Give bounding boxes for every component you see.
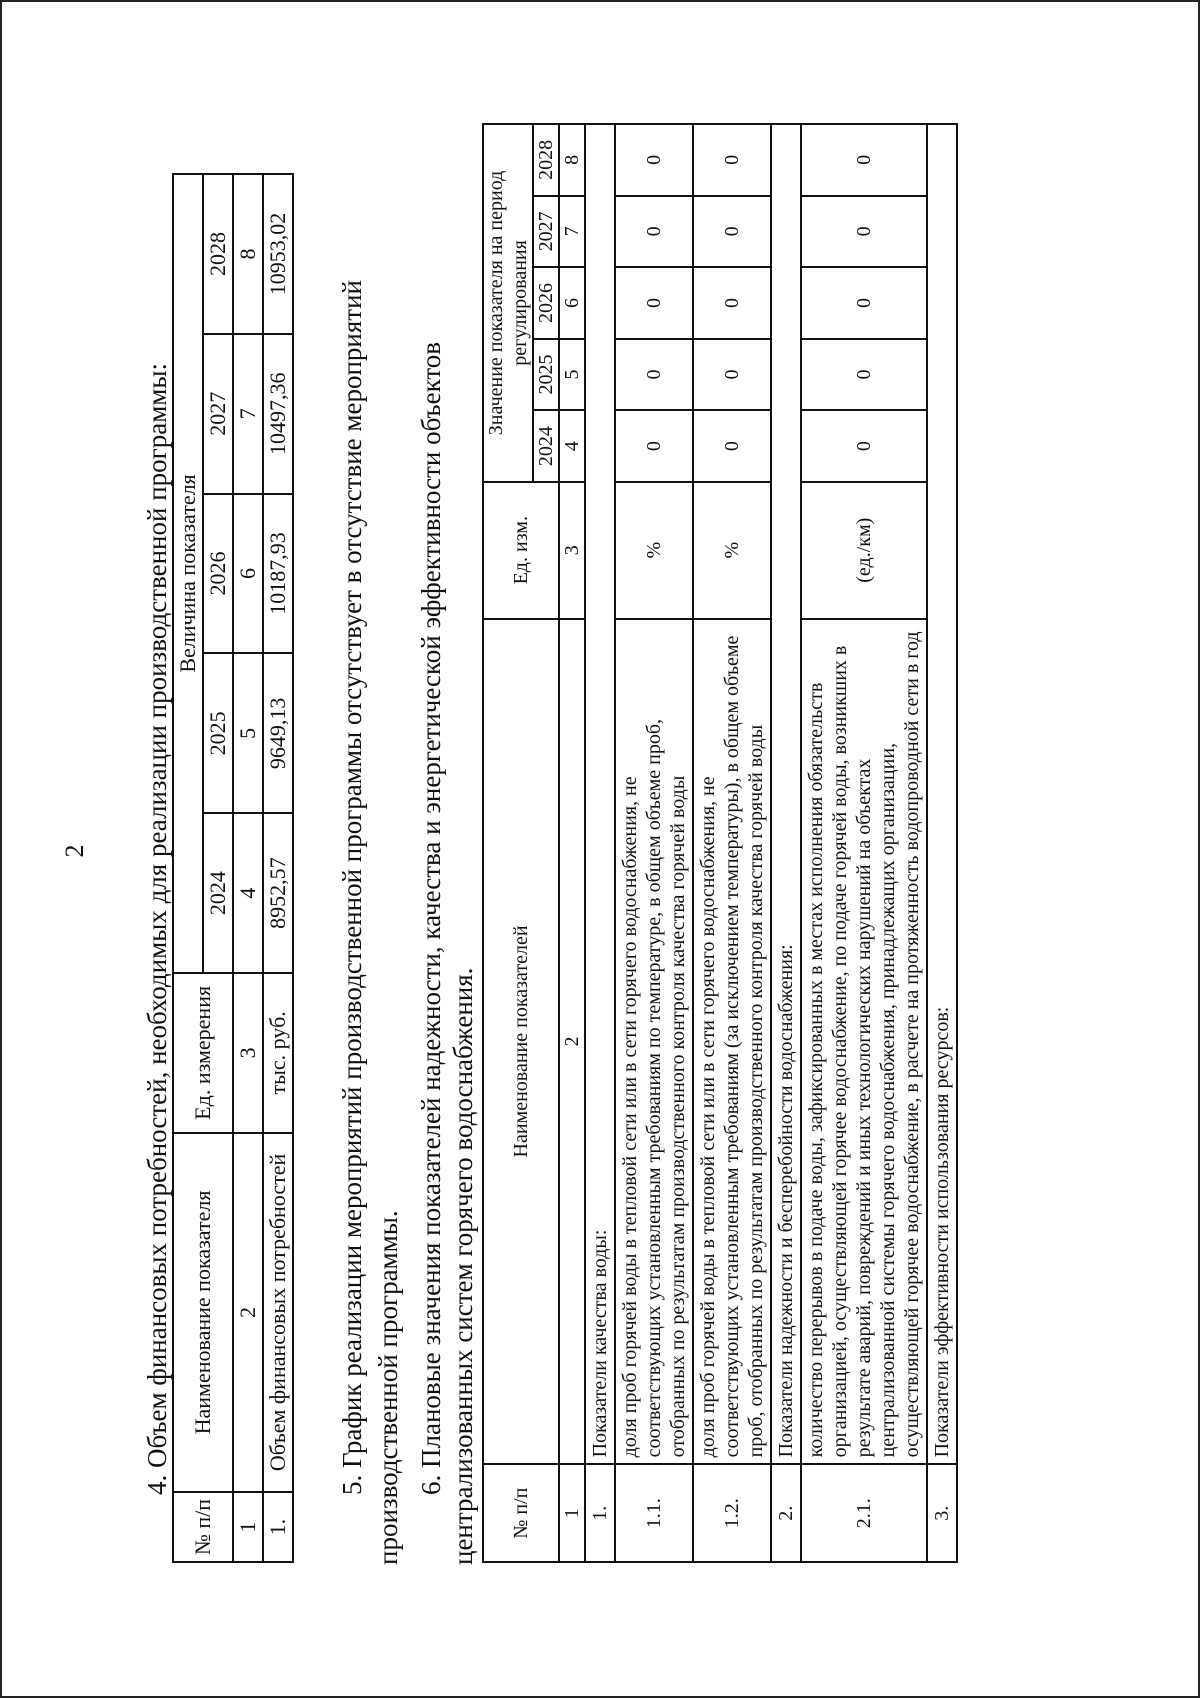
row-value: 0 (615, 196, 693, 268)
index-cell: 6 (233, 494, 263, 654)
header-value-group: Величина показателя (173, 174, 203, 973)
header-year: 2028 (203, 174, 233, 334)
index-cell: 4 (559, 410, 585, 482)
row-value: 0 (801, 196, 927, 268)
section-4-title: 4. Объем финансовых потребностей, необходимых для реализации производственной программы: (142, 362, 172, 1495)
row-value: 0 (693, 339, 771, 411)
row-value: 0 (693, 196, 771, 268)
header-year: 2026 (533, 267, 559, 339)
index-cell: 7 (233, 334, 263, 494)
table-row (693, 124, 771, 1562)
header-year: 2027 (203, 334, 233, 494)
row-unit: (ед./км) (801, 482, 927, 619)
index-cell: 1 (559, 1464, 585, 1562)
row-value: 0 (615, 410, 693, 482)
header-unit: Ед. изм. (483, 482, 559, 619)
group-row (927, 124, 957, 1562)
header-year: 2026 (203, 494, 233, 654)
header-name: Наименование показателя (173, 1133, 233, 1492)
index-cell: 5 (559, 339, 585, 411)
row-unit: тыс. руб. (263, 973, 293, 1133)
row-value: 0 (693, 410, 771, 482)
index-cell: 2 (233, 1133, 263, 1492)
row-num: 2. (771, 1464, 801, 1562)
section-6-paragraph (415, 135, 479, 1565)
header-num: № п/п (173, 1492, 233, 1562)
row-value: 10953,02 (263, 174, 293, 334)
index-cell: 8 (233, 174, 263, 334)
index-cell: 7 (559, 196, 585, 268)
section-6-line-2: централизованных систем горячего водоснабжения. (448, 967, 478, 1565)
row-value: 8952,57 (263, 813, 293, 973)
row-name: доля проб горячей воды в тепловой сети или в сети горячего водоснабжения, не соответствующих установленным требованиям (за исключением температуры), в общем объеме проб, отобранных по результатам производственного контроля качества горячей воды (693, 619, 771, 1465)
header-unit: Ед. измерения (173, 973, 233, 1133)
row-value: 0 (615, 267, 693, 339)
header-year: 2025 (203, 653, 233, 813)
row-value: 0 (693, 267, 771, 339)
header-year: 2027 (533, 196, 559, 268)
row-value: 10497,36 (263, 334, 293, 494)
row-num: 1.2. (693, 1464, 771, 1562)
section-6-line-1: 6. Плановые значения показателей надежности, качества и энергетической эффективности объектов (416, 341, 446, 1495)
section-5-line-1: 5. График реализации мероприятий производственной программы отсутствует в отсутствие мероприятий (337, 280, 367, 1495)
page-number: 2 (60, 844, 89, 858)
index-cell: 6 (559, 267, 585, 339)
index-cell: 4 (233, 813, 263, 973)
row-num: 1. (585, 1464, 615, 1562)
section-5-line-2: производственной программы. (373, 1210, 403, 1565)
index-cell: 3 (233, 973, 263, 1133)
header-num: № п/п (483, 1464, 559, 1562)
row-value: 10187,93 (263, 494, 293, 654)
row-num: 1. (263, 1492, 293, 1562)
row-value: 0 (693, 124, 771, 196)
row-name: Объем финансовых потребностей (263, 1133, 293, 1492)
row-value: 0 (615, 339, 693, 411)
index-cell: 2 (559, 619, 585, 1465)
row-value: 0 (801, 267, 927, 339)
group-title: Показатели эффективности использования ресурсов: (927, 124, 957, 1464)
row-num: 3. (927, 1464, 957, 1562)
row-unit: % (693, 482, 771, 619)
index-row (233, 174, 263, 1562)
group-row (771, 124, 801, 1562)
group-title: Показатели надежности и бесперебойности водоснабжения: (771, 124, 801, 1464)
section-5-paragraph (334, 140, 406, 1565)
row-num: 1.1. (615, 1464, 693, 1562)
rotated-landscape-content (2, 2, 1200, 1698)
row-value: 0 (801, 124, 927, 196)
index-cell: 8 (559, 124, 585, 196)
financial-needs-table (172, 173, 294, 1563)
row-value: 0 (615, 124, 693, 196)
group-title: Показатели качества воды: (585, 124, 615, 1464)
header-year: 2024 (203, 813, 233, 973)
row-value: 9649,13 (263, 653, 293, 813)
index-cell: 5 (233, 653, 263, 813)
row-unit: % (615, 482, 693, 619)
index-cell: 1 (233, 1492, 263, 1562)
index-row (559, 124, 585, 1562)
row-name: количество перерывов в подаче воды, зафиксированных в местах исполнения обязательств организацией, осуществляющей горячее водоснабжение, по подаче горячей воды, возникших в результате аварий, повреждений и иных технологических нарушений на объектах централизованной системы горячего водоснабжения, принадлежащих организации, осуществляющей горячее водоснабжение, в расчете на протяженность водопроводной сети в год (801, 619, 927, 1465)
header-name: Наименование показателей (483, 619, 559, 1465)
row-value: 0 (801, 339, 927, 411)
header-value-group: Значение показателя на период регулирования (483, 124, 533, 482)
table-row (263, 174, 293, 1562)
row-num: 2.1. (801, 1464, 927, 1562)
row-name: доля проб горячей воды в тепловой сети или в сети горячего водоснабжения, не соответствующих установленным требованиям по температуре, в общем объеме проб, отобранных по результатам производственного контроля качества горячей воды (615, 619, 693, 1465)
table-row (615, 124, 693, 1562)
index-cell: 3 (559, 482, 585, 619)
header-year: 2024 (533, 410, 559, 482)
header-year: 2025 (533, 339, 559, 411)
group-row (585, 124, 615, 1562)
table-row (801, 124, 927, 1562)
indicators-table (482, 123, 958, 1563)
header-year: 2028 (533, 124, 559, 196)
row-value: 0 (801, 410, 927, 482)
